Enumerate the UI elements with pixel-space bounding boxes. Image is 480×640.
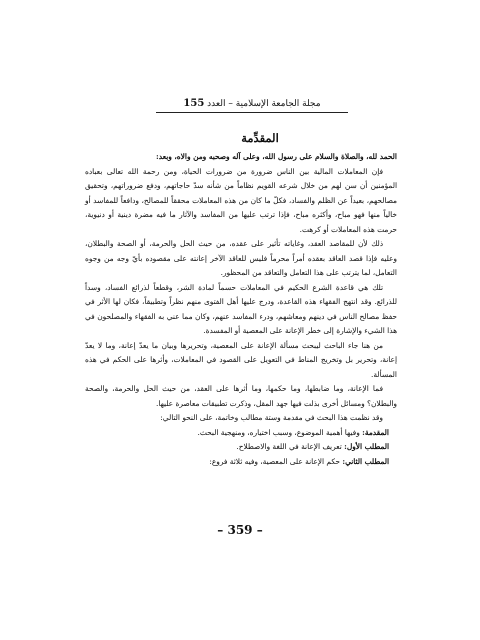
page-number: – 359 – (217, 523, 263, 537)
toc-item (85, 455, 397, 470)
body-text (85, 150, 397, 469)
toc-item-label: المطلب الأول: (344, 442, 389, 451)
paragraph-2: فإن المعاملات المالية بين الناس ضرورة من ضرورات الحياة، ومن رحمة الله تعالى بعباده المؤمنين أن سن لهم من خلال شرعه القويم نظاماً من شأنه سدّ حاجاتهم، ودفع ضروراتهم، وتحقيق مصالحهم، بعيداً عن الظلم والفساد، فكلّ ما كان من هذه المعاملات محققاً للمصالح، ودافعاً للمفاسد أو خالياً منها فهو مباح، وأكثره مباح، فإذا ترتب عليها من المفاسد والآثار ما فيه مضرة دينية أو دنيوية، حرمت هذه المعاملات أو كرهت. (85, 166, 397, 234)
section-title: المقدِّمة (241, 131, 279, 145)
paragraph-6: فما الإعانة، وما ضابطها، وما حكمها، وما أثرها على العقد، من حيث الحل والحرمة، والصحة والبطلان؟ ومسائل أخرى بذلت فيها جهد المقل، وذكرت تطبيقات معاصرة عليها. (85, 384, 397, 408)
toc-item-text: حكم الإعانة على المعصية، وفيه ثلاثة فروع: (209, 456, 340, 466)
opening-phrase: الحمد لله، والصلاة والسلام على رسول الله، وعلى آله وصحبه ومن والاه، وبعد: (156, 152, 397, 161)
paragraph-5: من هنا جاء الباحث ليبحث مسألة الإعانة على المعصية، وتحريرها وبيان ما يعدّ إعانة، وما لا يعدّ إعانة، وتحرير بل وتخريج المناط في التعويل على القصود في المعاملات، وأثرها على الحكم في هذه المسألة. (85, 340, 397, 379)
toc-item-label: المقدمة: (362, 427, 389, 437)
paragraph-3: ذلك لأن للمقاصد العقد، وغاياته تأثير على عقده، من حيث الحل والحرمة، أو الصحة والبطلان، وعليه فإذا قصد العاقد بعقده أمراً محرماً فليس للعاقد الآخر إعانته على مقصوده بأيّ وجه من وجوه التعامل، لما يترتب على هذا التعامل والتعاقد من المحظور. (85, 239, 397, 277)
toc-item-label: المطلب الثاني: (342, 456, 389, 466)
paragraph-1 (85, 150, 397, 165)
journal-name: مجلة الجامعة الإسلامية – العدد (207, 99, 321, 109)
toc-item-text: تعريف الإعانة في اللغة والاصطلاح. (236, 442, 342, 451)
paragraph-4: تلك هي قاعدة الشرع الحكيم في المعاملات حسماً لمادة الشر، وقطعاً لذرائع الفساد، وسداً للذرائع. وقد انتهج الفقهاء هذه القاعدة، ودرج عليها أهل الفتوى منهم نظراً وتطبيقاً، فكان لها الأثر في حفظ مصالح الناس في دينهم ومعاشهم، ودرء المفاسد عنهم، وكان مما عني به الفقهاء والمصلحون في هذا الشيء والإشارة إلى خطر الإعانة على المعصية أو المفسدة. (85, 282, 397, 335)
toc-item-text: وفيها أهمية الموضوع، وسبب اختياره، ومنهجية البحث. (197, 427, 360, 437)
toc-item (85, 440, 397, 455)
issue-number: 155 (183, 98, 205, 109)
toc-intro: وقد نظمت هذا البحث في مقدمة وستة مطالب وخاتمة، على النحو التالي: (160, 413, 383, 422)
running-header (156, 96, 348, 113)
toc-item (85, 426, 397, 441)
